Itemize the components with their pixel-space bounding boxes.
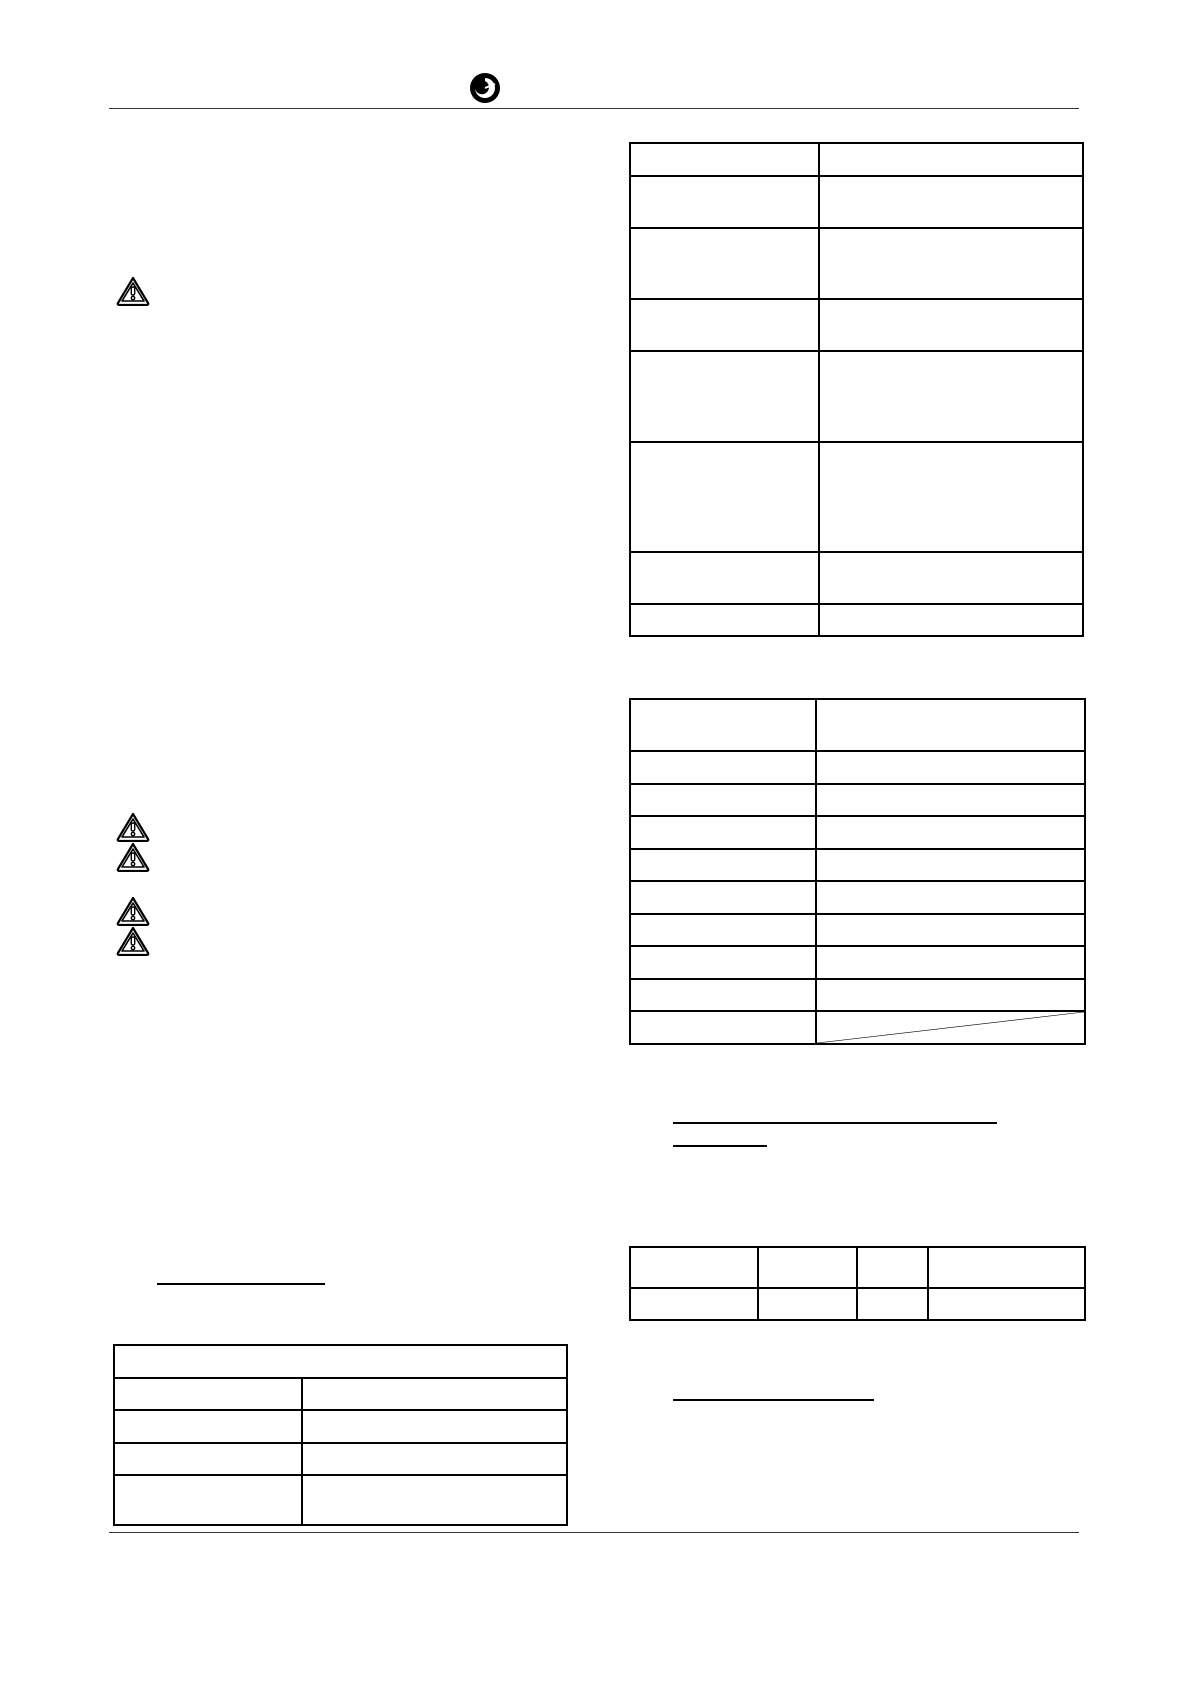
- table-row: [630, 699, 1085, 751]
- section-underline: [673, 1399, 874, 1401]
- table-cell: [758, 1247, 857, 1288]
- table-row: [114, 1475, 567, 1525]
- table-row: [630, 299, 1083, 351]
- table-cell: [928, 1247, 1085, 1288]
- table-cell: [630, 816, 816, 849]
- diagonal-strike: [817, 1012, 1084, 1043]
- table-cell: [630, 1011, 816, 1044]
- table-cell: [630, 228, 819, 299]
- table-cell: [114, 1475, 302, 1525]
- table-cell: [816, 979, 1085, 1011]
- table-cell: [819, 228, 1083, 299]
- spiral-logo-icon: [469, 72, 501, 104]
- table-row: [630, 946, 1085, 979]
- table-cell: [630, 699, 816, 751]
- table-cell: [816, 946, 1085, 979]
- table-cell: [114, 1410, 302, 1443]
- table-cell: [630, 1247, 758, 1288]
- table-row: [630, 1247, 1085, 1288]
- footer-rule: [109, 1532, 1079, 1533]
- table-cell: [630, 881, 816, 914]
- table-cell: [857, 1288, 928, 1320]
- table-cell: [630, 552, 819, 604]
- table-title-cell: [114, 1345, 567, 1378]
- header-rule: [109, 108, 1079, 109]
- table-cell: [816, 914, 1085, 946]
- table-row: [630, 849, 1085, 881]
- table-cell: [816, 751, 1085, 784]
- table-row: [630, 751, 1085, 784]
- table-cell: [302, 1443, 567, 1475]
- table-cell: [630, 1288, 758, 1320]
- table-row: [630, 914, 1085, 946]
- right-table-2: [629, 698, 1086, 1045]
- table-cell: [630, 849, 816, 881]
- table-cell: [630, 946, 816, 979]
- table-cell: [114, 1378, 302, 1410]
- table-cell: [630, 604, 819, 636]
- table-cell: [630, 351, 819, 442]
- table-row: [630, 1011, 1085, 1044]
- table-cell-struck: [816, 1011, 1085, 1044]
- table-row: [630, 351, 1083, 442]
- table-row: [630, 1288, 1085, 1320]
- table-cell: [816, 784, 1085, 816]
- left-table: [113, 1344, 568, 1526]
- table-cell: [114, 1443, 302, 1475]
- table-cell: [302, 1475, 567, 1525]
- table-cell: [816, 699, 1085, 751]
- warning-icon: [116, 926, 150, 956]
- table-cell: [758, 1288, 857, 1320]
- section-underline: [157, 1283, 325, 1285]
- table-row: [630, 176, 1083, 228]
- table-cell: [819, 351, 1083, 442]
- right-table-1: [629, 142, 1084, 637]
- right-table-3: [629, 1246, 1086, 1321]
- warning-icon: [116, 276, 150, 306]
- table-row: [630, 816, 1085, 849]
- table-cell: [928, 1288, 1085, 1320]
- table-cell: [819, 299, 1083, 351]
- table-cell: [816, 849, 1085, 881]
- table-row: [114, 1410, 567, 1443]
- warning-icon: [116, 812, 150, 842]
- table-cell: [630, 442, 819, 552]
- warning-icon: [116, 842, 150, 872]
- table-cell: [630, 751, 816, 784]
- table-cell: [819, 604, 1083, 636]
- table-cell: [630, 299, 819, 351]
- table-cell: [630, 979, 816, 1011]
- table-row: [630, 604, 1083, 636]
- table-row: [114, 1443, 567, 1475]
- table-cell: [819, 442, 1083, 552]
- section-underline: [673, 1122, 997, 1124]
- table-row: [630, 228, 1083, 299]
- table-row: [630, 552, 1083, 604]
- table-cell: [630, 914, 816, 946]
- table-row: [630, 143, 1083, 176]
- table-cell: [302, 1378, 567, 1410]
- table-cell: [630, 784, 816, 816]
- table-cell: [630, 176, 819, 228]
- table-row: [114, 1345, 567, 1378]
- table-row: [630, 442, 1083, 552]
- table-row: [114, 1378, 567, 1410]
- table-cell: [302, 1410, 567, 1443]
- table-row: [630, 979, 1085, 1011]
- table-row: [630, 881, 1085, 914]
- table-cell: [816, 816, 1085, 849]
- warning-icon: [116, 896, 150, 926]
- table-cell: [819, 176, 1083, 228]
- table-cell: [819, 143, 1083, 176]
- table-cell: [819, 552, 1083, 604]
- table-cell: [857, 1247, 928, 1288]
- section-underline: [673, 1145, 767, 1147]
- table-cell: [816, 881, 1085, 914]
- table-row: [630, 784, 1085, 816]
- table-cell: [630, 143, 819, 176]
